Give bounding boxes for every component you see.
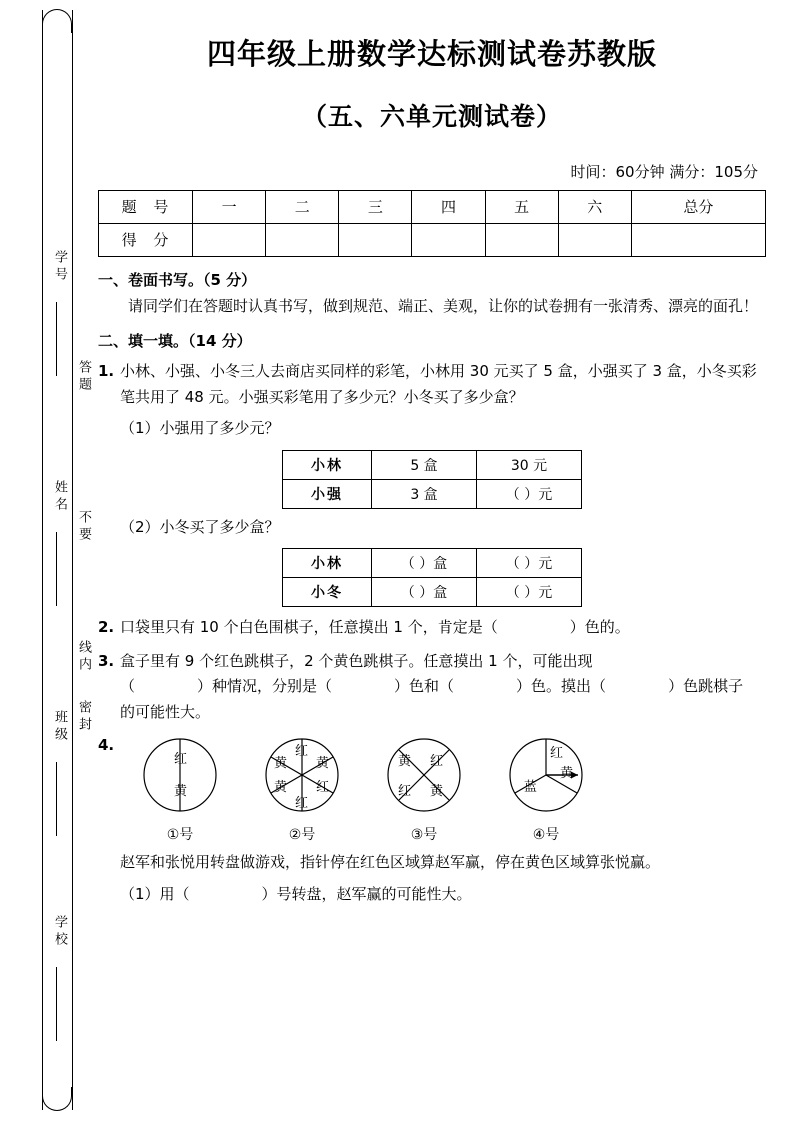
- question-3-text: [120, 649, 766, 726]
- spinner-2-sector-2-label: 红: [295, 744, 309, 760]
- question-3-text-d: ）色和（: [394, 677, 455, 696]
- score-col-1: 一: [193, 190, 266, 223]
- question-1-text: 小林、小强、小冬三人去商店买同样的彩笔，小林用 30 元买了 5 盒，小强买了 3 盒，小冬买彩笔共用了 48 元。小强买彩笔用了多少元？小冬买了多少盒？: [120, 362, 757, 406]
- question-3-number: 3.: [98, 651, 115, 670]
- sidebar-label-student-id: 学号: [52, 250, 67, 284]
- question-3-text-e: ）色。摸出（: [516, 677, 607, 696]
- question-1-sub-1: （1）小强用了多少元？: [120, 419, 280, 438]
- spinner-4-sector-1-label: 红: [550, 746, 564, 762]
- spinner-3-sector-2-label: 红: [430, 754, 444, 770]
- page-subtitle: （五、六单元测试卷）: [301, 101, 562, 131]
- spinner-4-label: ④号: [532, 827, 560, 844]
- sidebar-note-sealed: 密封: [76, 700, 91, 734]
- sidebar-note-answer: 答题: [76, 360, 91, 394]
- spinner-2-sector-5-label: 黄: [274, 780, 288, 796]
- q1t2-r1c1: 小林: [283, 549, 372, 578]
- paper-content: [98, 34, 766, 907]
- spinner-4-graphic: [504, 733, 588, 817]
- q1t1-r1c1: 小林: [283, 450, 372, 479]
- spinner-3-sector-4-label: 黄: [430, 784, 444, 800]
- score-col-4: 四: [412, 190, 485, 223]
- q1t1-r2c3[interactable]: （ ）元: [477, 479, 582, 508]
- score-row-label-points: 得 分: [99, 223, 193, 256]
- q1t1-r2c2: 3 盒: [372, 479, 477, 508]
- score-value-5[interactable]: [485, 223, 558, 256]
- strip-top-curve: [42, 9, 72, 33]
- class-write-line: [56, 762, 57, 836]
- score-col-6: 六: [558, 190, 631, 223]
- q1t2-r2c1: 小冬: [283, 578, 372, 607]
- score-col-5: 五: [485, 190, 558, 223]
- spinner-diagram-group: [98, 733, 766, 844]
- sidebar-label-name: 姓名: [52, 480, 67, 514]
- score-value-3[interactable]: [339, 223, 412, 256]
- score-value-6[interactable]: [558, 223, 631, 256]
- student-id-write-line: [56, 302, 57, 376]
- table-row: [283, 450, 582, 479]
- question-3-text-f: ）色跳棋子: [668, 677, 744, 696]
- strip-inner-rule: [72, 10, 73, 1110]
- spinner-1: [138, 733, 222, 844]
- question-3-text-a: 盒子里有 9 个红色跳棋子，2 个黄色跳棋子。任意摸出 1 个，可能出现: [120, 651, 593, 670]
- section-heading-2: 二、填一填。（14 分）: [98, 332, 252, 351]
- question-4-sub-1: [98, 882, 766, 908]
- spinner-3-graphic: [382, 733, 466, 817]
- question-2-text-a: 口袋里只有 10 个白色围棋子，任意摸出 1 个，肯定是（: [120, 618, 498, 637]
- q1t2-r2c2[interactable]: （ ）盒: [372, 578, 477, 607]
- q1t1-r2c1: 小强: [283, 479, 372, 508]
- question-2: [98, 615, 766, 641]
- spinner-1-sector-1-label: 红: [174, 752, 188, 768]
- spinner-4-sector-2-label: 黄: [560, 766, 574, 782]
- spinner-4: [504, 733, 588, 844]
- table-row: [99, 190, 766, 223]
- question-2-number: 2.: [98, 618, 115, 637]
- question-1: [98, 359, 766, 410]
- score-col-3: 三: [339, 190, 412, 223]
- question-2-text: [120, 615, 766, 641]
- question-4-sub-1-a: （1）用（: [120, 884, 190, 903]
- spinner-2-graphic: [260, 733, 344, 817]
- score-table: [98, 190, 766, 257]
- score-value-2[interactable]: [266, 223, 339, 256]
- left-margin-strip: [28, 10, 91, 1110]
- score-col-2: 二: [266, 190, 339, 223]
- q1t2-r1c2[interactable]: （ ）盒: [372, 549, 477, 578]
- question-3-text-c: ）种情况，分别是（: [197, 677, 333, 696]
- score-value-total[interactable]: [631, 223, 765, 256]
- q1t2-r2c3[interactable]: （ ）元: [477, 578, 582, 607]
- q1t1-r1c2: 5 盒: [372, 450, 477, 479]
- q1t1-r1c3: 30 元: [477, 450, 582, 479]
- question-1-number: 1.: [98, 362, 115, 381]
- spinner-3-label: ③号: [410, 827, 438, 844]
- score-value-1[interactable]: [193, 223, 266, 256]
- table-row: [283, 578, 582, 607]
- sidebar-note-inside-line: 线内: [76, 640, 91, 674]
- spinner-2-sector-1-label: 黄: [274, 756, 288, 772]
- question-2-text-b: ）色的。: [569, 618, 630, 637]
- strip-bottom-curve: [42, 1087, 72, 1111]
- question-3: [98, 649, 766, 726]
- question-4-number: 4.: [98, 736, 115, 755]
- table-row: [283, 479, 582, 508]
- spinner-3-sector-1-label: 黄: [398, 754, 412, 770]
- question-1-table-1: [282, 450, 582, 509]
- section-heading-1: 一、卷面书写。（5 分）: [98, 270, 257, 289]
- spinner-3-sector-3-label: 红: [398, 784, 412, 800]
- spinner-2: [260, 733, 344, 844]
- score-col-total: 总分: [631, 190, 765, 223]
- school-write-line: [56, 967, 57, 1041]
- question-1-table-2: [282, 548, 582, 607]
- table-row: [283, 549, 582, 578]
- question-3-text-g: 的可能性大。: [120, 702, 211, 721]
- spinner-3: [382, 733, 466, 844]
- strip-outer-rule: [42, 10, 43, 1110]
- question-3-text-b: （: [120, 677, 136, 696]
- exam-meta: 时间：60分钟 满分：105分: [570, 162, 758, 181]
- page-title: 四年级上册数学达标测试卷苏教版: [206, 37, 657, 71]
- spinner-1-graphic: [138, 733, 222, 817]
- score-value-4[interactable]: [412, 223, 485, 256]
- score-row-label: 题 号: [99, 190, 193, 223]
- spinner-2-sector-3-label: 黄: [316, 756, 330, 772]
- sidebar-note-donot: 不要: [76, 510, 91, 544]
- spinner-2-sector-4-label: 红: [316, 780, 330, 796]
- sidebar-label-class: 班级: [52, 710, 67, 744]
- spinner-1-sector-2-label: 黄: [174, 784, 188, 800]
- spinner-2-sector-6-label: 红: [295, 796, 309, 812]
- table-row: [99, 223, 766, 256]
- spinner-4-sector-3-label: 蓝: [524, 780, 538, 796]
- name-write-line: [56, 532, 57, 606]
- q1t2-r1c3[interactable]: （ ）元: [477, 549, 582, 578]
- spinner-1-label: ①号: [166, 827, 194, 844]
- spinner-2-label: ②号: [288, 827, 316, 844]
- sidebar-label-school: 学校: [52, 915, 67, 949]
- section-1-paragraph: 请同学们在答题时认真书写，做到规范、端正、美观，让你的试卷拥有一张清秀、漂亮的面孔！: [128, 296, 759, 315]
- question-4-text: 赵军和张悦用转盘做游戏，指针停在红色区域算赵军赢，停在黄色区域算张悦赢。: [120, 853, 661, 872]
- question-1-sub-2: （2）小冬买了多少盒？: [120, 517, 280, 536]
- question-4-sub-1-b: ）号转盘，赵军赢的可能性大。: [261, 884, 472, 903]
